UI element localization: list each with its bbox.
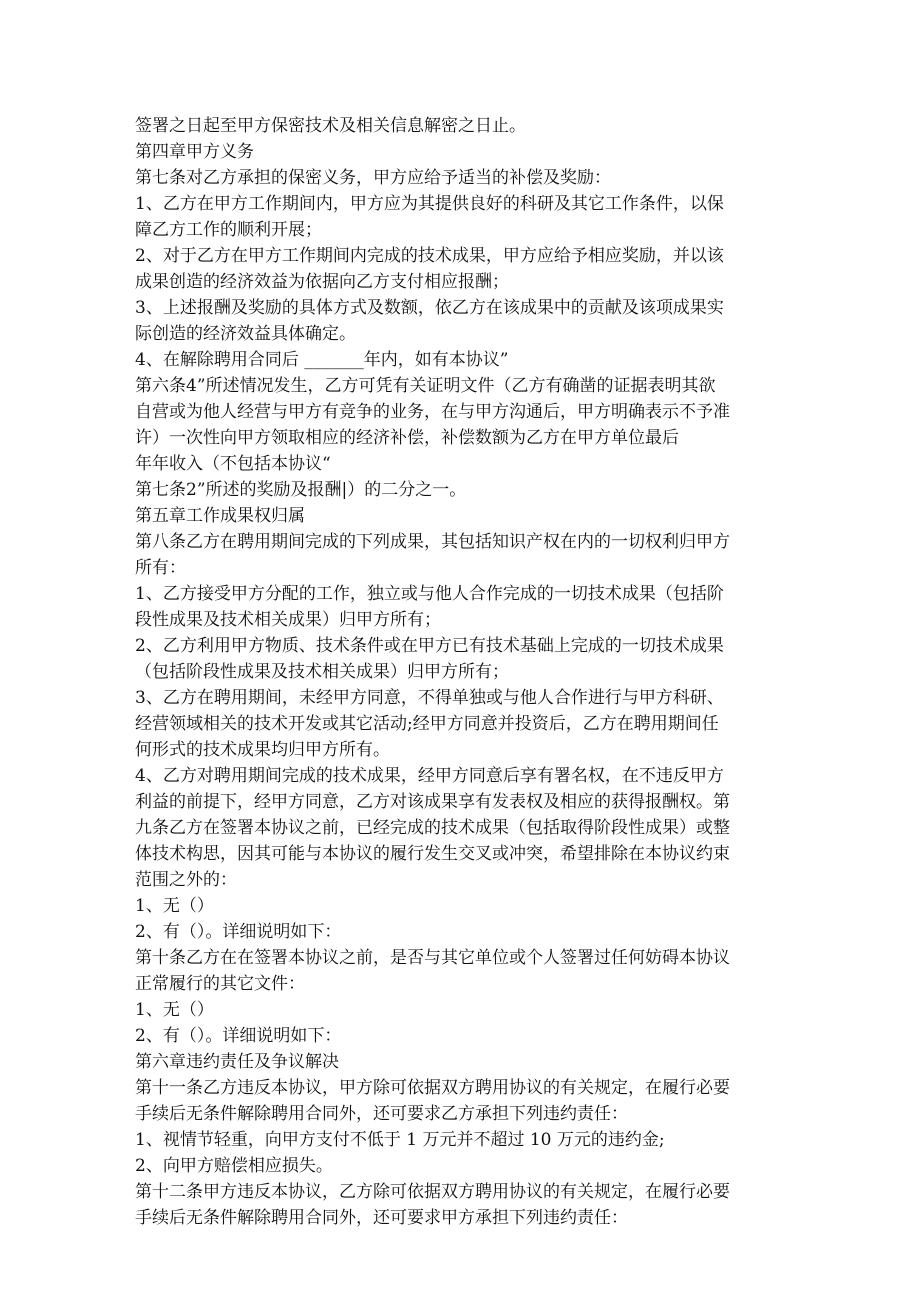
- text-line: 3、上述报酬及奖励的具体方式及数额，依乙方在该成果中的贡献及该项成果实: [135, 298, 724, 318]
- text-line: 2、有（）。详细说明如下：: [135, 922, 342, 942]
- text-line: 2、向甲方赔偿相应损失。: [135, 1156, 333, 1176]
- document-body: [135, 113, 795, 1231]
- text-line: 第六条4”所述情况发生，乙方可凭有关证明文件（乙方有确凿的证据表明其欲: [135, 376, 716, 396]
- text-line: 正常履行的其它文件：: [135, 974, 305, 994]
- text-line: 签署之日起至甲方保密技术及相关信息解密之日止。: [135, 116, 526, 136]
- text-line: 手续后无条件解除聘用合同外，还可要求甲方承担下列违约责任：: [135, 1208, 628, 1228]
- text-line: 第七条2”所述的奖励及报酬|）的二分之一。: [135, 480, 467, 500]
- text-line: 1、无（）: [135, 1000, 214, 1020]
- text-line: 手续后无条件解除聘用合同外，还可要求乙方承担下列违约责任：: [135, 1104, 628, 1124]
- text-line: 3、乙方在聘用期间，未经甲方同意，不得单独或与他人合作进行与甲方科研、: [135, 688, 724, 708]
- text-line: 所有：: [135, 558, 186, 578]
- text-line: 4、乙方对聘用期间完成的技术成果，经甲方同意后享有署名权，在不违反甲方: [135, 766, 724, 786]
- text-line: 4、在解除聘用合同后 _______年内，如有本协议”: [135, 350, 509, 370]
- text-line: 障乙方工作的顺利开展；: [135, 220, 322, 240]
- text-line: 体技术构思，因其可能与本协议的履行发生交叉或冲突，希望排除在本协议约束: [135, 844, 730, 864]
- text-line: 年年收入（不包括本协议“: [135, 454, 331, 474]
- text-line: 际创造的经济效益具体确定。: [135, 324, 356, 344]
- text-line: 第八条乙方在聘用期间完成的下列成果，其包括知识产权在内的一切权利归甲方: [135, 532, 730, 552]
- text-line: 第六章违约责任及争议解决: [135, 1052, 339, 1072]
- text-line: 第十一条乙方违反本协议，甲方除可依据双方聘用协议的有关规定，在履行必要: [135, 1078, 730, 1098]
- text-line: 九条乙方在签署本协议之前，已经完成的技术成果（包括取得阶段性成果）或整: [135, 818, 730, 838]
- text-line: 第十条乙方在在签署本协议之前，是否与其它单位或个人签署过任何妨碍本协议: [135, 948, 730, 968]
- text-line: 2、乙方利用甲方物质、技术条件或在甲方已有技术基础上完成的一切技术成果: [135, 636, 724, 656]
- text-line: 利益的前提下，经甲方同意，乙方对该成果享有发表权及相应的获得报酬权。第: [135, 792, 730, 812]
- text-line: 段性成果及技术相关成果）归甲方所有；: [135, 610, 441, 630]
- text-line: 1、视情节轻重，向甲方支付不低于 1 万元并不超过 10 万元的违约金;: [135, 1130, 665, 1150]
- text-line: 2、对于乙方在甲方工作期间内完成的技术成果，甲方应给予相应奖励，并以该: [135, 246, 724, 266]
- text-line: 成果创造的经济效益为依据向乙方支付相应报酬；: [135, 272, 509, 292]
- text-line: 范围之外的：: [135, 870, 237, 890]
- text-line: 第七条对乙方承担的保密义务，甲方应给予适当的补偿及奖励：: [135, 168, 611, 188]
- text-line: 1、乙方在甲方工作期间内，甲方应为其提供良好的科研及其它工作条件，以保: [135, 194, 724, 214]
- text-line: 2、有（）。详细说明如下：: [135, 1026, 342, 1046]
- text-line: 何形式的技术成果均归甲方所有。: [135, 740, 390, 760]
- text-line: 第四章甲方义务: [135, 142, 254, 162]
- text-line: 第十二条甲方违反本协议，乙方除可依据双方聘用协议的有关规定，在履行必要: [135, 1182, 730, 1202]
- text-line: （包括阶段性成果及技术相关成果）归甲方所有；: [135, 662, 509, 682]
- text-line: 自营或为他人经营与甲方有竞争的业务，在与甲方沟通后，甲方明确表示不予准: [135, 402, 730, 422]
- text-line: 许）一次性向甲方领取相应的经济补偿，补偿数额为乙方在甲方单位最后: [135, 428, 679, 448]
- text-line: 1、乙方接受甲方分配的工作，独立或与他人合作完成的一切技术成果（包括阶: [135, 584, 724, 604]
- text-line: 经营领域相关的技术开发或其它活动;经甲方同意并投资后，乙方在聘用期间任: [135, 714, 719, 734]
- text-line: 1、无（）: [135, 896, 214, 916]
- text-line: 第五章工作成果权归属: [135, 506, 305, 526]
